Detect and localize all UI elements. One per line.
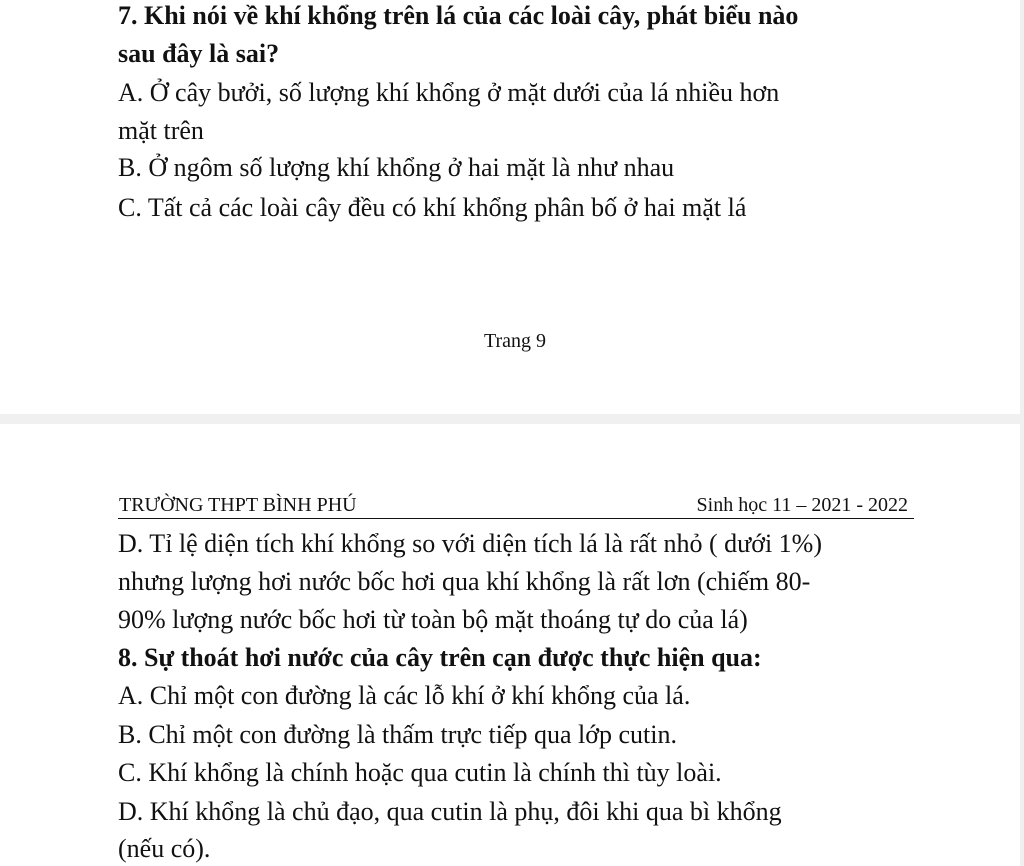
page-number: Trang 9 bbox=[483, 330, 547, 352]
question-7-option-b: B. Ở ngôm số lượng khí khổng ở hai mặt là như nhau bbox=[118, 153, 675, 182]
question-8-option-a: A. Chỉ một con đường là các lỗ khí ở khí khổng của lá. bbox=[118, 681, 691, 710]
question-8-option-b: B. Chỉ một con đường là thấm trực tiếp qua lớp cutin. bbox=[118, 720, 677, 749]
question-7-title-line-1: 7. Khi nói về khí khổng trên lá của các loài cây, phát biểu nào bbox=[118, 1, 799, 30]
question-7-option-c: C. Tất cả các loài cây đều có khí khổng phân bố ở hai mặt lá bbox=[118, 193, 747, 222]
question-7-option-a-line-1: A. Ở cây bưởi, số lượng khí khổng ở mặt dưới của lá nhiều hơn bbox=[118, 78, 780, 107]
question-7-option-a-line-2: mặt trên bbox=[118, 116, 204, 145]
header-subject: Sinh học 11 – 2021 - 2022 bbox=[696, 494, 908, 516]
question-7-option-d-line-3: 90% lượng nước bốc hơi từ toàn bộ mặt thoáng tự do của lá) bbox=[118, 605, 748, 634]
header-divider bbox=[118, 518, 914, 519]
question-8-option-d-line-2: (nếu có). bbox=[118, 834, 211, 863]
header-school-name: TRƯỜNG THPT BÌNH PHÚ bbox=[119, 494, 357, 516]
question-7-option-d-line-1: D. Tỉ lệ diện tích khí khổng so với diện tích lá là rất nhỏ ( dưới 1%) bbox=[118, 529, 822, 558]
document-page-bottom bbox=[0, 424, 1020, 866]
question-8-option-d-line-1: D. Khí khổng là chủ đạo, qua cutin là phụ, đôi khi qua bì khổng bbox=[118, 797, 782, 826]
question-7-title-line-2: sau đây là sai? bbox=[118, 39, 280, 68]
document-page-top bbox=[0, 0, 1020, 414]
question-8-title: 8. Sự thoát hơi nước của cây trên cạn được thực hiện qua: bbox=[118, 643, 762, 672]
question-7-option-d-line-2: nhưng lượng hơi nước bốc hơi qua khí khổng là rất lơn (chiếm 80- bbox=[118, 567, 811, 596]
question-8-option-c: C. Khí khổng là chính hoặc qua cutin là chính thì tùy loài. bbox=[118, 758, 722, 787]
